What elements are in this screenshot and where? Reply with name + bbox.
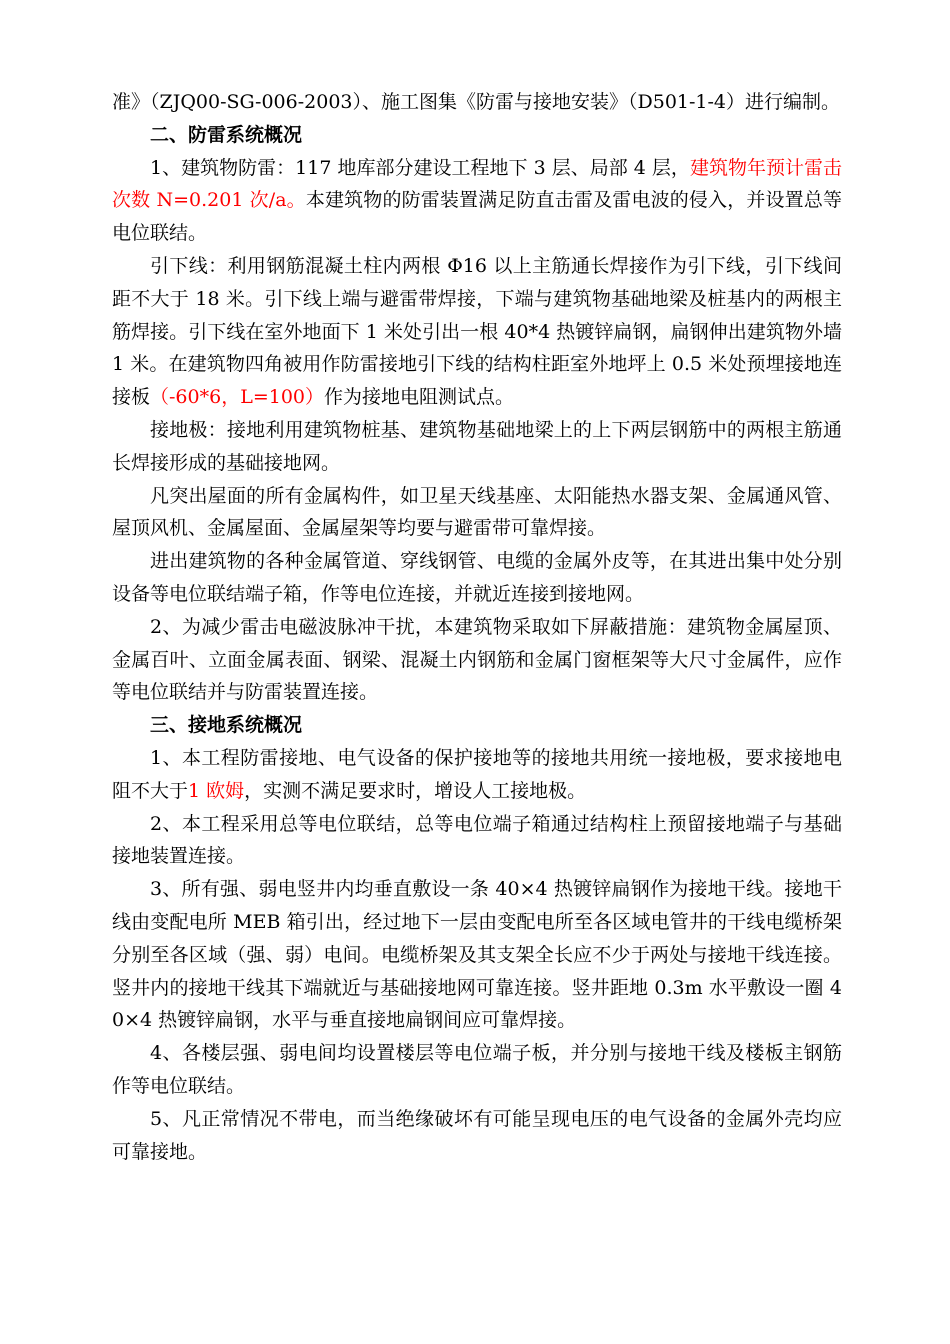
paragraph-text: 引下线：利用钢筋混凝土柱内两根 Φ16 以上主筋通长焊接作为引下线，引下线间距不大于 18 米。引下线上端与避雷带焊接，下端与建筑物基础地梁及桩基内的两根主筋焊接。引下线在室外地面下 1 米处引出一根 40*4 热镀锌扁钢，扁钢伸出建筑物外墙 1 米。在建筑物四角被用作防雷接地引下线的结构柱距室外地坪上 0.5 米处预埋接地连接板 [112, 254, 842, 409]
paragraph-floor-equipotential: 4、各楼层强、弱电间均设置楼层等电位端子板，并分别与接地干线及楼板主钢筋作等电位联结。 [112, 1042, 842, 1097]
section-heading-grounding-system: 三、接地系统概况 [150, 714, 303, 737]
paragraph-equipment-grounding: 5、凡正常情况不带电，而当绝缘破坏有可能呈现电压的电气设备的金属外壳均应可靠接地。 [112, 1107, 842, 1163]
paragraph-text: 本建筑物的防雷装置满足防直击雷及雷电波的侵入，并设置总等电位联结。 [112, 189, 842, 245]
paragraph-main-equipotential: 2、本工程采用总等电位联结，总等电位端子箱通过结构柱上预留接地端子与基础接地装置连接。 [112, 812, 842, 868]
paragraph-text: 1、建筑物防雷：117 地库部分建设工程地下 3 层、局部 4 层， [150, 156, 690, 179]
section-heading-lightning-protection: 二、防雷系统概况 [150, 123, 303, 146]
paragraph-building-lightning-protection [112, 152, 842, 250]
paragraph-shaft-grounding: 3、所有强、弱电竖井内均垂直敷设一条 40×4 热镀锌扁钢作为接地干线。接地干线由变配电所 MEB 箱引出，经过地下一层由变配电所至各区域电管井的干线电缆桥架分别至各区域（强、弱）电间。电缆桥架及其支架全长应不少于两处与接地干线连接。竖井内的接地干线其下端就近与基础接地网可靠连接。竖井距地 0.3m 水平敷设一圈 40×4 热镀锌扁钢，水平与垂直接地扁钢间应可靠焊接。 [112, 878, 842, 1032]
paragraph-roof-metal-components: 凡突出屋面的所有金属构件，如卫星天线基座、太阳能热水器支架、金属通风管、屋顶风机、金属屋面、金属屋架等均要与避雷带可靠焊接。 [112, 484, 842, 540]
paragraph-grounding-resistance [112, 742, 842, 808]
paragraph-ground-electrode: 接地极：接地利用建筑物桩基、建筑物基础地梁上的上下两层钢筋中的两根主筋通长焊接形成的基础接地网。 [112, 418, 842, 474]
paragraph-text: ，实测不满足要求时，增设人工接地极。 [244, 779, 587, 802]
highlighted-plate-spec: （-60*6，L=100） [150, 386, 325, 409]
intro-continuation: 准》（ZJQ00-SG-006-2003）、施工图集《防雷与接地安装》（D501-1-4）进行编制。 [112, 91, 841, 113]
paragraph-equipotential-connection: 进出建筑物的各种金属管道、穿线钢管、电缆的金属外皮等，在其进出集中处分别设备等电位联结端子箱，作等电位连接，并就近连接到接地网。 [112, 550, 842, 605]
highlighted-lightning-frequency: 建筑物年预计雷击次数 N=0.201 次/a。 [112, 156, 842, 212]
paragraph-text: 作为接地电阻测试点。 [324, 386, 515, 409]
highlighted-resistance-value: 1 欧姆 [188, 779, 245, 802]
paragraph-down-conductor [112, 250, 842, 414]
paragraph-text: 1、本工程防雷接地、电气设备的保护接地等的接地共用统一接地极，要求接地电阻不大于 [112, 746, 842, 802]
document-page [112, 86, 842, 1168]
paragraph-shielding-measures: 2、为减少雷击电磁波脉冲干扰，本建筑物采取如下屏蔽措施：建筑物金属屋顶、金属百叶、立面金属表面、钢梁、混凝土内钢筋和金属门窗框架等大尺寸金属件，应作等电位联结并与防雷装置连接。 [112, 615, 842, 704]
